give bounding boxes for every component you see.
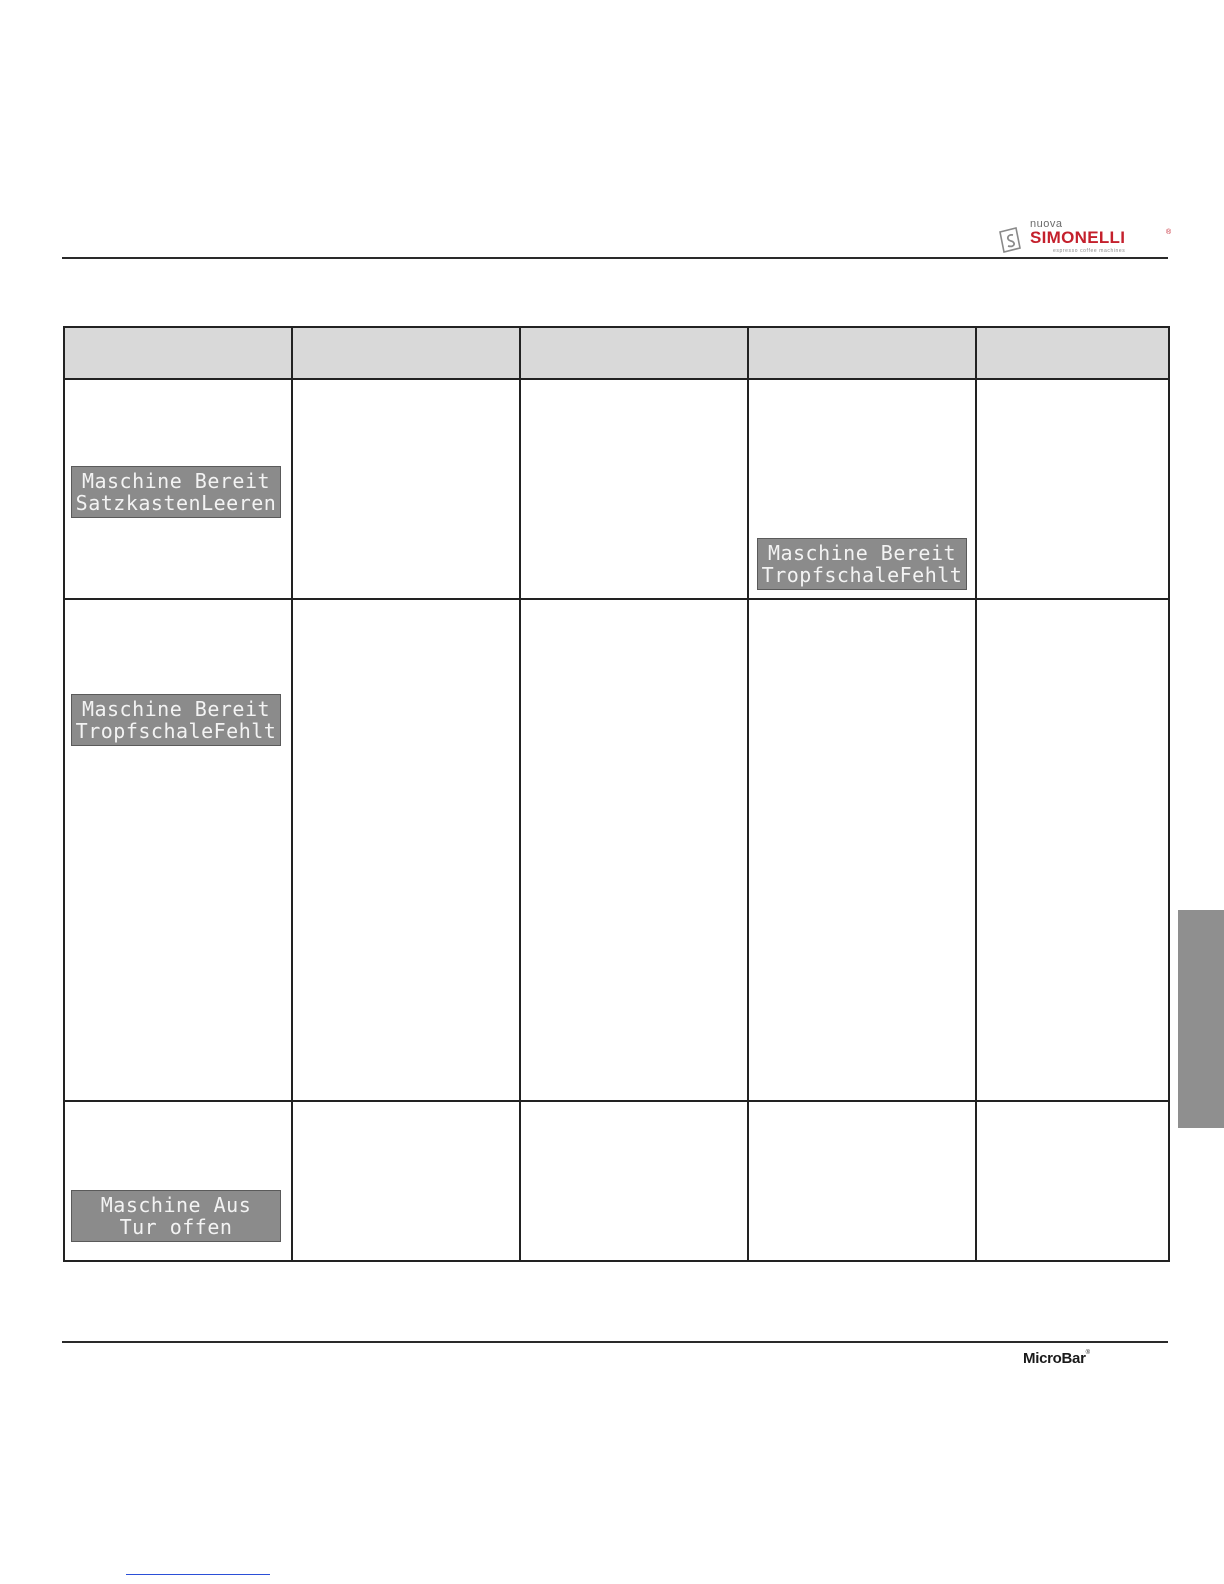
link-underline[interactable]: [126, 1574, 270, 1575]
lcd-line: TropfschaleFehlt: [761, 563, 963, 587]
display-cell: [64, 1101, 292, 1261]
registered-mark: ®: [1166, 229, 1172, 236]
lcd-display: [71, 694, 281, 746]
logo-main-text: SIMONELLI: [1030, 228, 1126, 247]
table-cell: [292, 599, 520, 1101]
column-header: [976, 327, 1169, 379]
microbar-logo-text: MicroBar: [1023, 1350, 1086, 1367]
table-cell: [748, 379, 976, 599]
lcd-display: [757, 538, 967, 590]
microbar-logo: [1023, 1350, 1090, 1367]
table-cell: [520, 1101, 748, 1261]
lcd-line: Tur offen: [119, 1215, 233, 1239]
table-cell: [292, 1101, 520, 1261]
table-cell: [520, 599, 748, 1101]
table-row: [64, 599, 1169, 1101]
lcd-line: TropfschaleFehlt: [75, 719, 277, 743]
table-cell: [976, 599, 1169, 1101]
logo-small-text: nuova: [1030, 218, 1063, 230]
section-tab: [1178, 910, 1224, 1128]
lcd-line: Maschine Bereit: [81, 697, 271, 721]
column-header: [292, 327, 520, 379]
table-header-row: [64, 327, 1169, 379]
header-divider: [62, 257, 1168, 259]
column-header: [748, 327, 976, 379]
column-header: [64, 327, 292, 379]
table-cell: [292, 379, 520, 599]
simonelli-mark-icon: [996, 226, 1026, 254]
troubleshooting-table: [63, 326, 1170, 1262]
table-cell: [520, 379, 748, 599]
display-cell: [64, 379, 292, 599]
table-cell: [748, 599, 976, 1101]
table-row: [64, 1101, 1169, 1261]
table-row: [64, 379, 1169, 599]
lcd-display: [71, 466, 281, 518]
display-cell: [64, 599, 292, 1101]
lcd-display: [71, 1190, 281, 1242]
lcd-line: Maschine Bereit: [767, 541, 957, 565]
table-cell: [976, 1101, 1169, 1261]
table-cell: [976, 379, 1169, 599]
logo-tagline: espresso coffee machines: [1053, 248, 1126, 254]
table-cell: [748, 1101, 976, 1261]
footer-divider: [62, 1341, 1168, 1343]
lcd-line: Maschine Bereit: [81, 469, 271, 493]
brand-logo: [996, 218, 1172, 256]
lcd-line: SatzkastenLeeren: [75, 491, 277, 515]
column-header: [520, 327, 748, 379]
registered-mark: ®: [1085, 1350, 1090, 1356]
lcd-line: Maschine Aus: [100, 1193, 252, 1217]
